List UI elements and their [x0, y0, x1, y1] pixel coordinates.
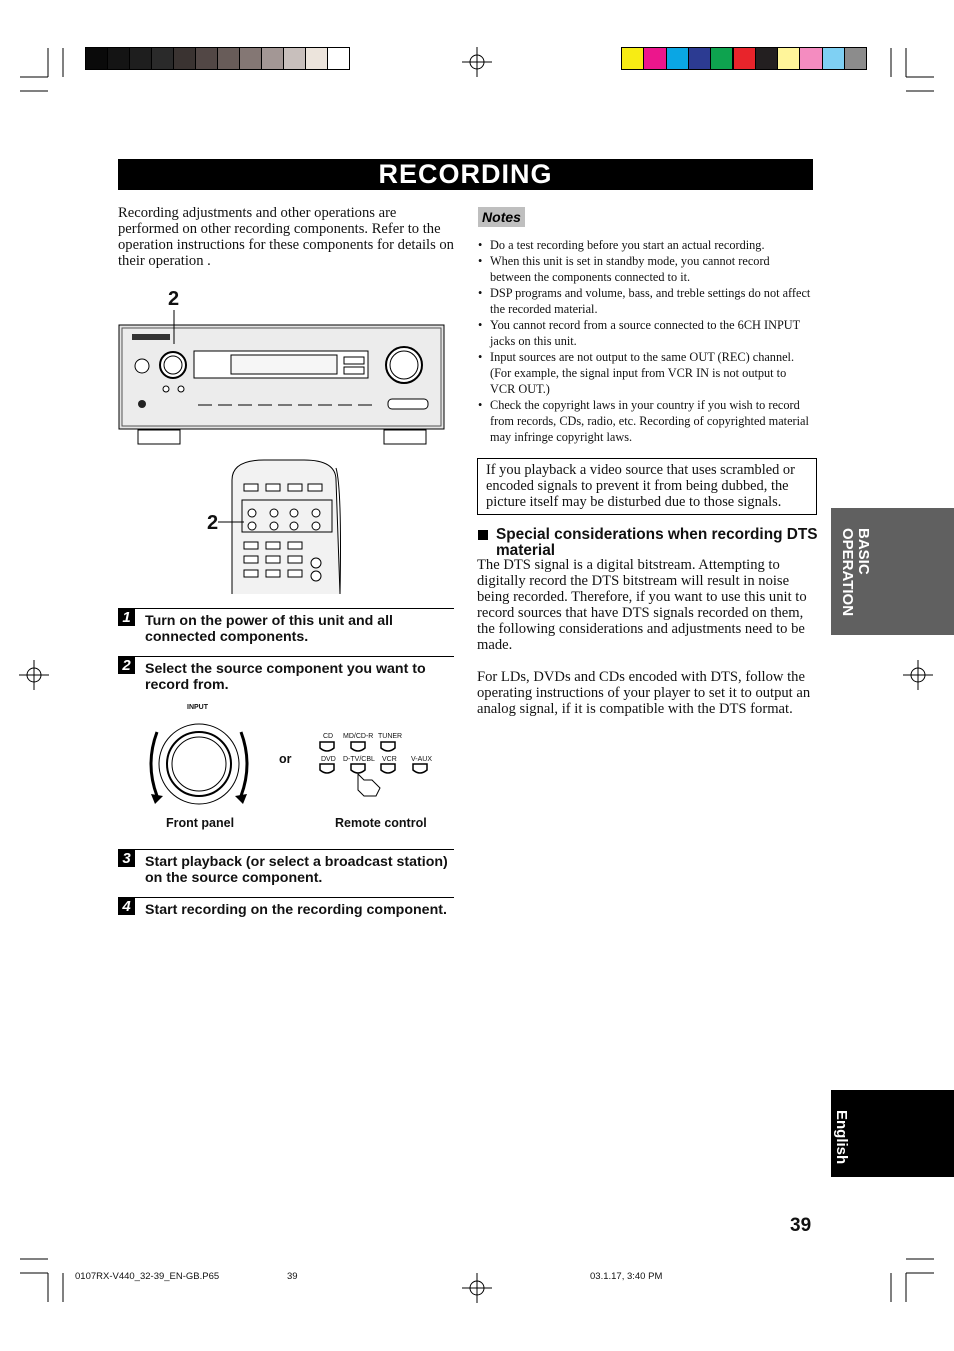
step-2 — [118, 656, 454, 701]
remote-input-buttons-illustration — [314, 740, 434, 800]
page-title: RECORDING — [118, 159, 813, 190]
dts-heading-text: Special considerations when recording DTS material — [496, 526, 818, 559]
registration-target-left — [19, 660, 49, 690]
remote-label-cd: CD — [323, 733, 334, 740]
section-tab — [831, 508, 954, 635]
note-item: • You cannot record from a source connected to the 6CH INPUT jacks on this unit. — [478, 317, 813, 349]
step-3 — [118, 849, 454, 894]
remote-label-dtv-cbl: D-TV/CBL — [343, 756, 375, 763]
color-swatch — [756, 48, 777, 69]
remote-control-caption: Remote control — [335, 816, 427, 830]
footer-page: 39 — [287, 1271, 298, 1282]
registration-target-right — [903, 660, 933, 690]
color-swatch — [152, 48, 173, 69]
remote-label-vaux: V-AUX — [411, 756, 433, 763]
color-swatch — [218, 48, 239, 69]
step-number: 1 — [118, 609, 135, 626]
step-text: Start recording on the recording component. — [145, 902, 447, 918]
language-tab-label: English — [833, 1110, 850, 1165]
language-tab — [831, 1090, 954, 1177]
footer-file: 0107RX-V440_32-39_EN-GB.P65 — [75, 1271, 220, 1282]
color-swatch — [622, 48, 643, 69]
footer-date: 03.1.17, 3:40 PM — [590, 1271, 663, 1282]
step-text: Select the source component you want to record from. — [145, 661, 426, 693]
dts-heading — [478, 527, 831, 559]
input-knob-illustration — [143, 720, 255, 808]
color-swatch — [689, 48, 710, 69]
note-item: • DSP programs and volume, bass, and treble settings do not affect the recorded material. — [478, 285, 813, 317]
color-swatch — [823, 48, 844, 69]
step-text: Start playback (or select a broadcast station) on the source component. — [145, 854, 448, 886]
callout-remote: 2 — [207, 512, 219, 534]
step-1 — [118, 608, 454, 653]
step-4 — [118, 897, 454, 926]
step-text: Turn on the power of this unit and all connected components. — [145, 613, 394, 645]
color-swatch — [240, 48, 261, 69]
color-swatch — [86, 48, 107, 69]
remote-label-md-cdr: MD/CD-R — [343, 733, 374, 740]
color-swatch — [734, 48, 755, 69]
callout-front: 2 — [168, 288, 180, 310]
remote-label-dvd: DVD — [321, 756, 336, 763]
color-swatch — [196, 48, 217, 69]
color-swatch — [778, 48, 799, 69]
color-swatch — [306, 48, 327, 69]
color-swatch — [108, 48, 129, 69]
notes-heading: Notes — [478, 207, 525, 227]
step-number: 3 — [118, 850, 135, 867]
registration-target-bottom — [462, 1273, 492, 1303]
section-tab-label: BASIC OPERATION — [839, 528, 872, 617]
step-number: 2 — [118, 657, 135, 674]
intro-text: Recording adjustments and other operations are performed on other recording components. Refer to the operation instructions for these components for details on their operation . — [118, 205, 454, 269]
square-bullet-icon — [478, 530, 488, 540]
note-item: • Check the copyright laws in your country if you wish to record from records, CDs, radio, etc. Recording of copyrighted material may infringe copyright laws. — [478, 397, 813, 445]
note-item: • Input sources are not output to the same OUT (REC) channel. (For example, the signal input from VCR IN is not output to VCR OUT.) — [478, 349, 813, 397]
dts-paragraph-2: For LDs, DVDs and CDs encoded with DTS, follow the operating instructions of your player to set it to output an analog signal, if it is compatible with the DTS format. — [477, 669, 811, 717]
or-label: or — [279, 752, 292, 766]
color-swatch — [711, 48, 732, 69]
color-swatch — [800, 48, 821, 69]
registration-target-top — [462, 47, 492, 77]
input-label: INPUT — [187, 704, 208, 711]
color-swatch — [262, 48, 283, 69]
remote-label-vcr: VCR — [382, 756, 397, 763]
color-swatch — [644, 48, 665, 69]
front-panel-caption: Front panel — [166, 816, 235, 830]
scramble-note-box: If you playback a video source that uses scrambled or encoded signals to prevent it from being dubbed, the picture itself may be disturbed due to those signals. — [477, 458, 817, 515]
color-swatch — [845, 48, 866, 69]
page-number: 39 — [790, 1215, 812, 1236]
note-item: • When this unit is set in standby mode, you cannot record between the components connected to it. — [478, 253, 813, 285]
callout-line — [214, 512, 244, 532]
dts-paragraph-1: The DTS signal is a digital bitstream. Attempting to digitally record the DTS bitstream will result in noise being recorded. Therefore, if you want to use this unit to record sources that have DTS signals recorded on them, the following considerations and adjustments need to be made. — [477, 557, 807, 653]
color-swatch — [174, 48, 195, 69]
notes-list — [478, 237, 813, 445]
step-number: 4 — [118, 898, 135, 915]
color-swatch — [328, 48, 349, 69]
remote-label-tuner: TUNER — [378, 733, 403, 740]
color-swatch — [130, 48, 151, 69]
note-item: • Do a test recording before you start an actual recording. — [478, 237, 813, 253]
color-swatch — [284, 48, 305, 69]
color-swatch — [667, 48, 688, 69]
